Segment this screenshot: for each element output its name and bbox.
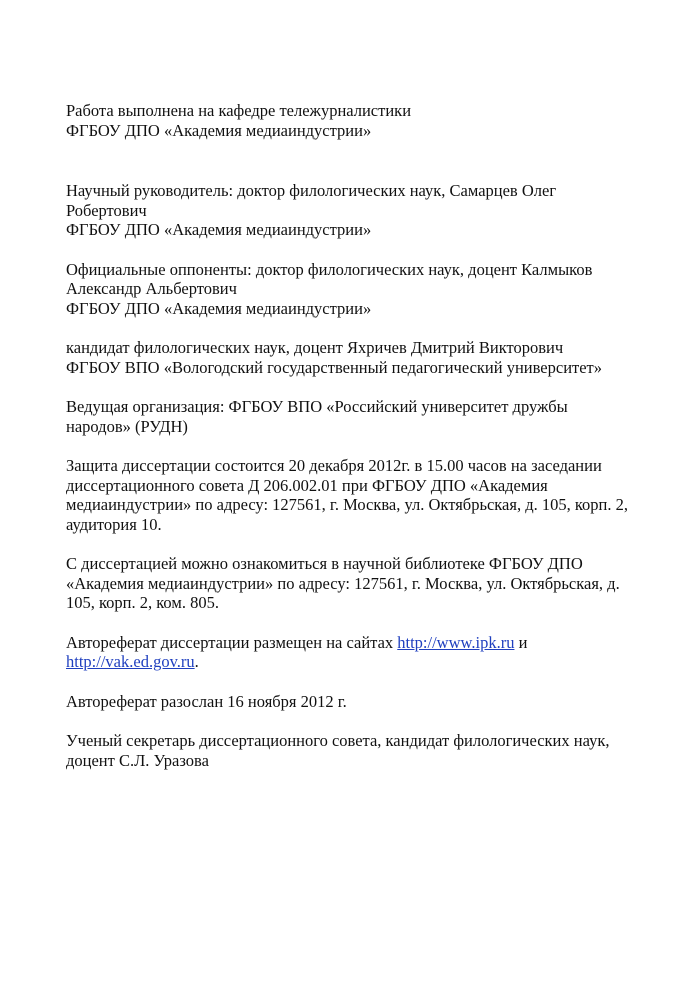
opponent-1-line: Александр Альбертович <box>66 279 237 298</box>
library-line: «Академия медиаиндустрии» по адресу: 127561, г. Москва, ул. Октябрьская, д. <box>66 573 620 593</box>
library-paragraph <box>66 554 650 613</box>
opponent-1-paragraph <box>66 260 650 319</box>
spacer <box>66 318 650 338</box>
sent-line: Автореферат разослан 16 ноября 2012 г. <box>66 691 347 711</box>
defense-line: аудитория 10. <box>66 514 162 534</box>
supervisor-line: Робертович <box>66 200 147 220</box>
spacer <box>66 672 650 692</box>
published-prefix: Автореферат диссертации размещен на сайтах <box>66 632 398 652</box>
institution-line: ФГБОУ ДПО «Академия медиаиндустрии» <box>66 120 372 140</box>
ipk-link[interactable]: http://www.ipk.ru <box>397 632 515 652</box>
spacer <box>66 534 650 554</box>
lead-organization-paragraph <box>66 397 650 436</box>
secretary-paragraph <box>66 731 650 770</box>
supervisor-line: Научный руководитель: доктор филологических наук, Самарцев Олег <box>66 181 557 200</box>
institution-paragraph <box>66 101 650 140</box>
lead-organization-line: народов» (РУДН) <box>66 416 188 436</box>
opponent-2-line: ФГБОУ ВПО «Вологодский государственный педагогический университет» <box>66 357 603 377</box>
vak-link[interactable]: http://vak.ed.gov.ru <box>66 652 195 671</box>
published-conjunction: и <box>514 632 528 652</box>
defense-line: Защита диссертации состоится 20 декабря 2012г. в 15.00 часов на заседании <box>66 456 602 475</box>
published-line <box>66 652 650 672</box>
institution-line: Работа выполнена на кафедре тележурналистики <box>66 101 412 120</box>
opponent-2-line: кандидат филологических наук, доцент Яхричев Дмитрий Викторович <box>66 338 564 357</box>
opponent-1-line: Официальные оппоненты: доктор филологических наук, доцент Калмыков <box>66 259 593 279</box>
supervisor-line: ФГБОУ ДПО «Академия медиаиндустрии» <box>66 220 372 239</box>
published-line <box>66 633 650 653</box>
spacer <box>66 140 650 181</box>
spacer <box>66 377 650 397</box>
spacer <box>66 240 650 260</box>
spacer <box>66 711 650 731</box>
supervisor-paragraph <box>66 181 650 240</box>
sent-paragraph <box>66 692 650 712</box>
spacer <box>66 613 650 633</box>
opponent-2-paragraph <box>66 338 650 377</box>
lead-organization-line: Ведущая организация: ФГБОУ ВПО «Российский университет дружбы <box>66 397 568 416</box>
library-line: 105, корп. 2, ком. 805. <box>66 593 219 612</box>
secretary-line: доцент С.Л. Уразова <box>66 750 209 770</box>
defense-line: диссертационного совета Д 206.002.01 при ФГБОУ ДПО «Академия <box>66 475 548 495</box>
defense-line: медиаиндустрии» по адресу: 127561, г. Москва, ул. Октябрьская, д. 105, корп. 2, <box>66 495 628 514</box>
spacer <box>66 436 650 456</box>
secretary-line: Ученый секретарь диссертационного совета, кандидат филологических наук, <box>66 731 610 750</box>
opponent-1-line: ФГБОУ ДПО «Академия медиаиндустрии» <box>66 298 372 318</box>
published-paragraph <box>66 633 650 672</box>
defense-paragraph <box>66 456 650 534</box>
published-suffix: . <box>194 652 199 671</box>
library-line: С диссертацией можно ознакомиться в научной библиотеке ФГБОУ ДПО <box>66 554 583 573</box>
